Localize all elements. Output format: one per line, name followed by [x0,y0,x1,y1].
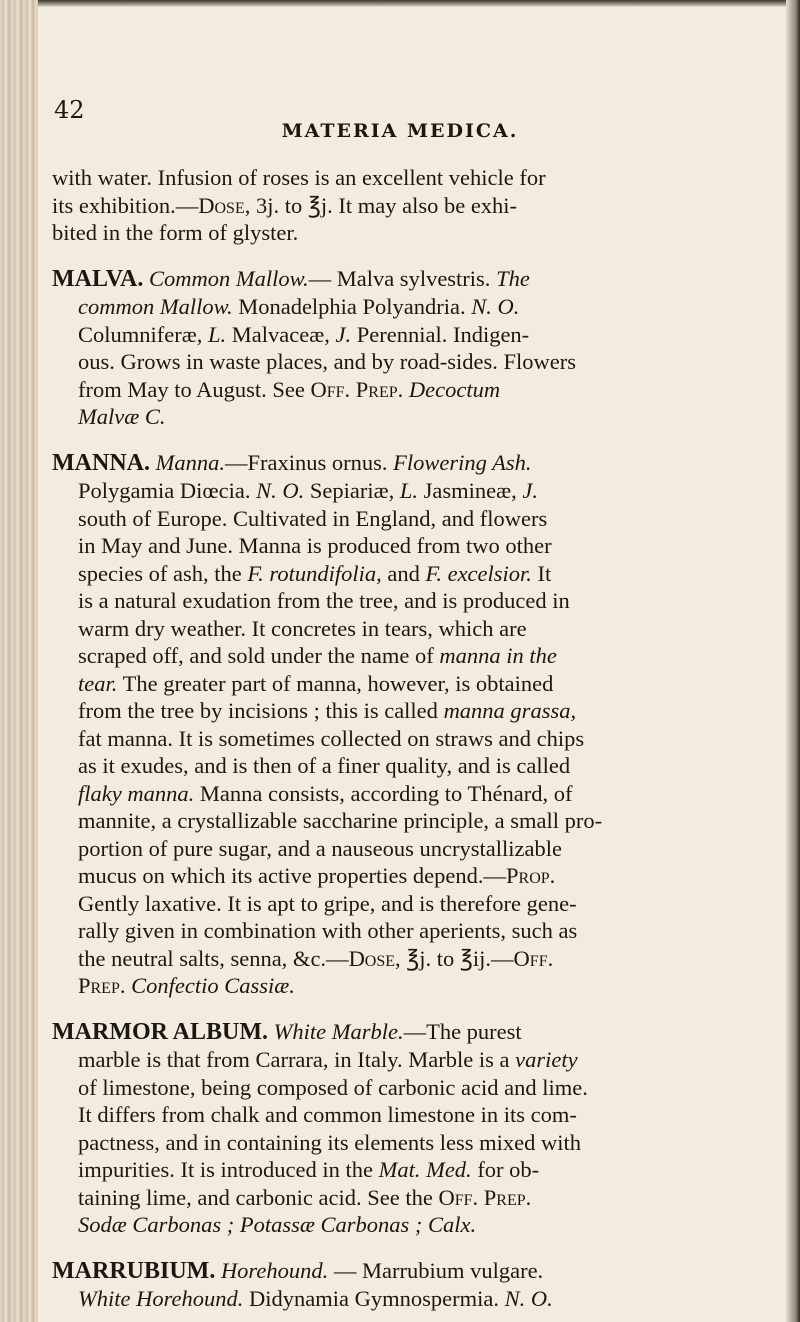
scan-top-edge [0,0,800,7]
scan-binding-edge [0,0,38,1322]
text-line [52,1184,782,1212]
text-line [52,532,782,560]
entry-malva [52,265,782,431]
text-line [52,1285,782,1313]
text-line [52,972,782,1000]
text-line [52,587,782,615]
text-line [52,1129,782,1157]
text-line [52,780,782,808]
text-segment: Mat. Med. [378,1157,472,1182]
text-segment: Malvæ C. [78,404,166,429]
text-segment: species of ash, the [78,560,248,586]
text-segment: White Horehound. [78,1286,244,1311]
text-line [52,1046,782,1074]
text-segment: Horehound. [220,1257,329,1283]
text-segment: N. O. [256,478,305,503]
text-line [52,321,782,349]
text-segment: N. O. [471,294,520,319]
text-segment: Gently laxative. It is apt to gripe, and is therefore gene- [78,890,577,916]
text-segment: —Fraxinus ornus. [224,449,394,475]
text-segment: south of Europe. Cultivated in England, and flowers [78,505,548,531]
text-segment: Perennial. Indigen- [351,321,530,347]
text-line [52,192,782,220]
text-line [52,1211,782,1239]
text-segment: as it exudes, and is then of a finer quality, and is called [78,753,571,778]
text-segment: N. O. [504,1286,553,1311]
text-line [52,348,782,376]
text-segment: rally given in combination with other aperients, such as [78,918,578,943]
text-segment: pactness, and in containing its elements less mixed with [78,1129,582,1155]
text-line [52,890,782,918]
text-segment: Common Mallow. [148,265,309,291]
scan-right-edge [786,0,800,1322]
text-segment: The greater part of manna, however, is obtained [117,670,554,696]
paragraph-continuation [52,164,782,247]
entry-headword: MARRUBIUM. [52,1257,216,1284]
text-segment: and [381,560,426,586]
text-segment: ous. Grows in waste places, and by road-sides. Flowers [78,349,577,374]
text-line [52,835,782,863]
text-segment: its exhibition.— [52,192,199,218]
text-line [52,1257,782,1286]
text-segment: , ℥j. to ℥ij.— [395,945,514,971]
text-segment: —The purest [403,1018,522,1044]
text-line [52,1018,782,1047]
text-segment: marble is that from Carrara, in Italy. Marble is a [78,1047,516,1072]
entry-marmor-album [52,1018,782,1239]
text-line [52,642,782,670]
text-line [52,560,782,588]
text-segment: It differs from chalk and common limestone in its com- [78,1102,577,1127]
text-segment: Decoctum [408,376,501,402]
text-line [52,449,782,478]
text-segment: J. [335,321,352,347]
entry-headword: MANNA. [52,449,150,476]
entry-marrubium [52,1257,782,1313]
text-line [52,917,782,945]
text-segment: manna grassa, [443,698,577,723]
page-number: 42 [54,96,85,124]
text-segment: Manna. [155,449,225,475]
text-line [52,752,782,780]
text-segment: for ob- [471,1157,540,1182]
text-line [52,293,782,321]
running-head: MATERIA MEDICA. [281,120,519,142]
text-line [52,505,782,533]
text-segment: manna in the [439,643,557,668]
text-segment: variety [515,1047,578,1072]
text-segment: White Marble. [273,1018,404,1044]
text-segment: Sepiariæ, [304,478,400,503]
text-segment: from the tree by incisions ; this is called [78,698,444,723]
text-segment: Off. [513,945,554,971]
text-line [52,670,782,698]
text-segment: impurities. It is introduced in the [78,1157,379,1182]
text-segment: Monadelphia Polyandria. [232,294,472,319]
text-segment: with water. Infusion of roses is an excellent vehicle for [52,165,546,190]
text-segment: J. [522,478,538,503]
text-segment: Sodæ Carbonas ; Potassæ Carbonas ; Calx. [78,1212,477,1237]
text-segment: mannite, a crystallizable saccharine principle, a small pro- [78,808,603,833]
text-segment: the neutral salts, senna, &c.— [78,945,349,971]
text-line [52,477,782,505]
text-line [52,403,782,431]
text-segment: Polygamia Diœcia. [78,478,257,503]
text-line [52,1074,782,1102]
text-segment: Off. Prep. [310,376,404,402]
text-segment: fat manna. It is sometimes collected on straws and chips [78,725,585,751]
text-line [52,1156,782,1184]
text-segment: bited in the form of glyster. [52,220,299,245]
text-segment: Dose [348,945,396,971]
text-segment: mucus on which its active properties depend.— [78,863,507,888]
text-segment: portion of pure sugar, and a nauseous uncrystallizable [78,835,562,861]
text-segment: of limestone, being composed of carbonic acid and lime. [78,1074,588,1100]
entry-manna [52,449,782,1000]
entry-headword: MARMOR ALBUM. [52,1018,268,1045]
entry-headword: MALVA. [52,265,144,292]
text-segment: Prop. [506,863,556,888]
text-segment: Off. Prep. [438,1184,532,1210]
text-segment: taining lime, and carbonic acid. See the [78,1184,439,1210]
text-line [52,697,782,725]
text-line [52,615,782,643]
text-segment: F. excelsior. [425,560,532,586]
text-segment: L. [208,321,227,347]
text-segment: warm dry weather. It concretes in tears, which are [78,615,527,641]
text-segment: Columniferæ, [78,321,208,347]
text-segment: Prep. [78,973,126,998]
text-segment: — Marrubium vulgare. [328,1257,544,1283]
text-segment: scraped off, and sold under the name of [78,643,440,668]
text-line [52,265,782,294]
text-segment: Flowering Ash. [393,449,532,475]
text-line [52,807,782,835]
text-segment: in May and June. Manna is produced from two other [78,533,552,558]
text-line [52,725,782,753]
text-line [52,219,782,247]
text-segment: Jasmineæ, [418,478,523,503]
text-segment: — Malva sylvestris. [308,265,497,291]
text-segment: F. rotundifolia, [247,560,382,586]
page-text [52,164,782,1313]
text-segment: , 3j. to ℥j. It may also be exhi- [244,192,518,218]
text-segment: Malvaceæ, [226,321,336,347]
text-segment: L. [399,478,418,503]
text-line [52,1101,782,1129]
text-line [52,862,782,890]
text-segment: tear. [78,670,118,696]
text-segment: It [531,560,552,586]
text-segment: from May to August. See [78,376,311,402]
text-segment: Dose [198,192,245,218]
text-segment: Confectio Cassiæ. [131,973,295,998]
text-segment: common Mallow. [78,294,233,319]
text-line [52,164,782,192]
text-line [52,945,782,973]
text-segment: Didynamia Gymnospermia. [243,1286,505,1311]
text-segment: is a natural exudation from the tree, and is produced in [78,588,570,613]
text-segment: The [496,265,530,291]
text-line [52,376,782,404]
text-segment: Manna consists, according to Thénard, of [194,780,573,806]
text-segment: flaky manna. [78,780,195,806]
